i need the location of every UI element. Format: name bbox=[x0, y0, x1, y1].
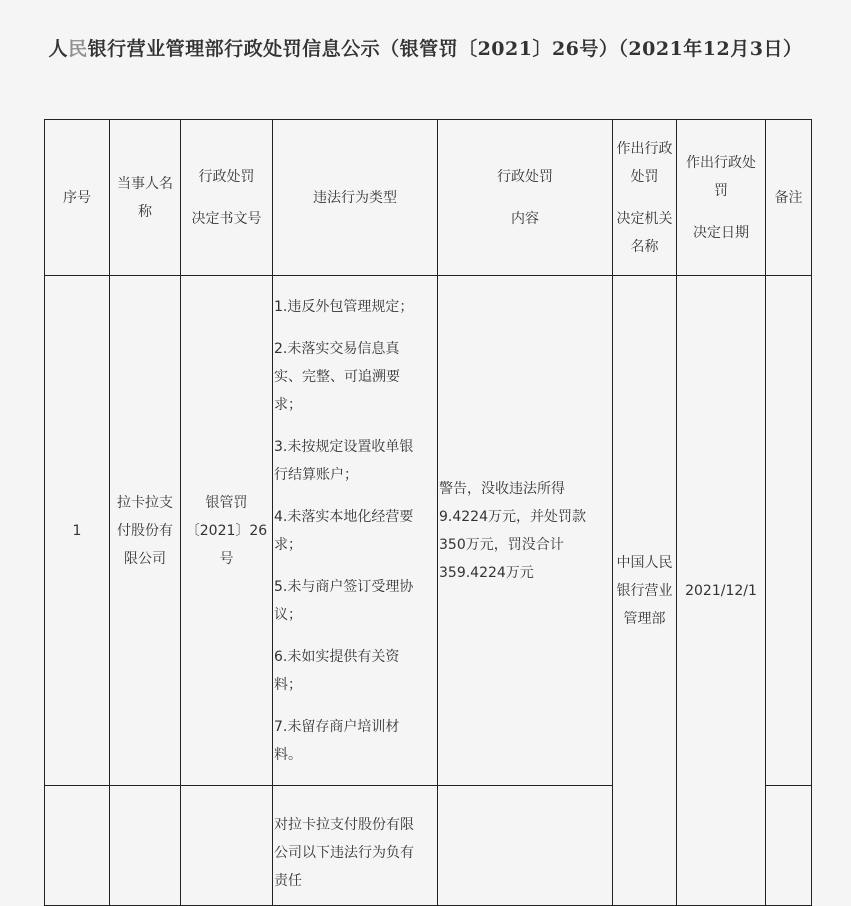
violation-item: 7.未留存商户培训材 料。 bbox=[274, 718, 400, 763]
violation-item: 6.未如实提供有关资 料； bbox=[274, 648, 400, 693]
cell-party: 拉卡拉支 付股份有 限公司 bbox=[110, 276, 181, 786]
violation-item: 5.未与商户签订受理协 议； bbox=[274, 578, 414, 623]
header-authority: 作出行政 处罚 决定机关 名称 bbox=[613, 120, 677, 276]
cell-seq: 1 bbox=[45, 276, 110, 786]
header-party: 当事人名 称 bbox=[110, 120, 181, 276]
header-content: 行政处罚 内容 bbox=[438, 120, 613, 276]
title-rest: 银行营业管理部行政处罚信息公示（银管罚〔2021〕26号）（2021年12月3日） bbox=[87, 38, 803, 60]
cell-date: 2021/12/1 bbox=[677, 276, 766, 906]
cell-violations bbox=[273, 276, 438, 786]
cell-seq bbox=[45, 786, 110, 906]
header-doc-no: 行政处罚 决定书文号 bbox=[181, 120, 273, 276]
cell-doc-no bbox=[181, 786, 273, 906]
cell-party bbox=[110, 786, 181, 906]
cell-authority: 中国人民 银行营业 管理部 bbox=[613, 276, 677, 906]
violation-item: 4.未落实本地化经营要 求； bbox=[274, 508, 414, 553]
cell-remark bbox=[766, 276, 812, 786]
title-prefix: 人 bbox=[48, 38, 69, 60]
cell-content bbox=[438, 786, 613, 906]
penalty-table bbox=[44, 119, 812, 906]
cell-violations: 对拉卡拉支付股份有限 公司以下违法行为负有 责任 bbox=[273, 786, 438, 906]
table-header-row bbox=[45, 120, 812, 276]
table-row bbox=[45, 276, 812, 786]
cell-remark bbox=[766, 786, 812, 906]
page-title bbox=[0, 34, 851, 61]
header-remark: 备注 bbox=[766, 120, 812, 276]
header-date: 作出行政处 罚 决定日期 bbox=[677, 120, 766, 276]
title-highlight: 民 bbox=[68, 38, 88, 60]
cell-content: 警告，没收违法所得 9.4224万元，并处罚款 350万元，罚没合计 359.4224万元 bbox=[438, 276, 613, 786]
cell-doc-no: 银管罚 〔2021〕26 号 bbox=[181, 276, 273, 786]
violation-item: 1.违反外包管理规定； bbox=[274, 298, 414, 315]
violation-item: 3.未按规定设置收单银 行结算账户； bbox=[274, 438, 414, 483]
violation-item: 2.未落实交易信息真 实、完整、可追溯要 求； bbox=[274, 340, 400, 413]
header-violation: 违法行为类型 bbox=[273, 120, 438, 276]
header-seq: 序号 bbox=[45, 120, 110, 276]
